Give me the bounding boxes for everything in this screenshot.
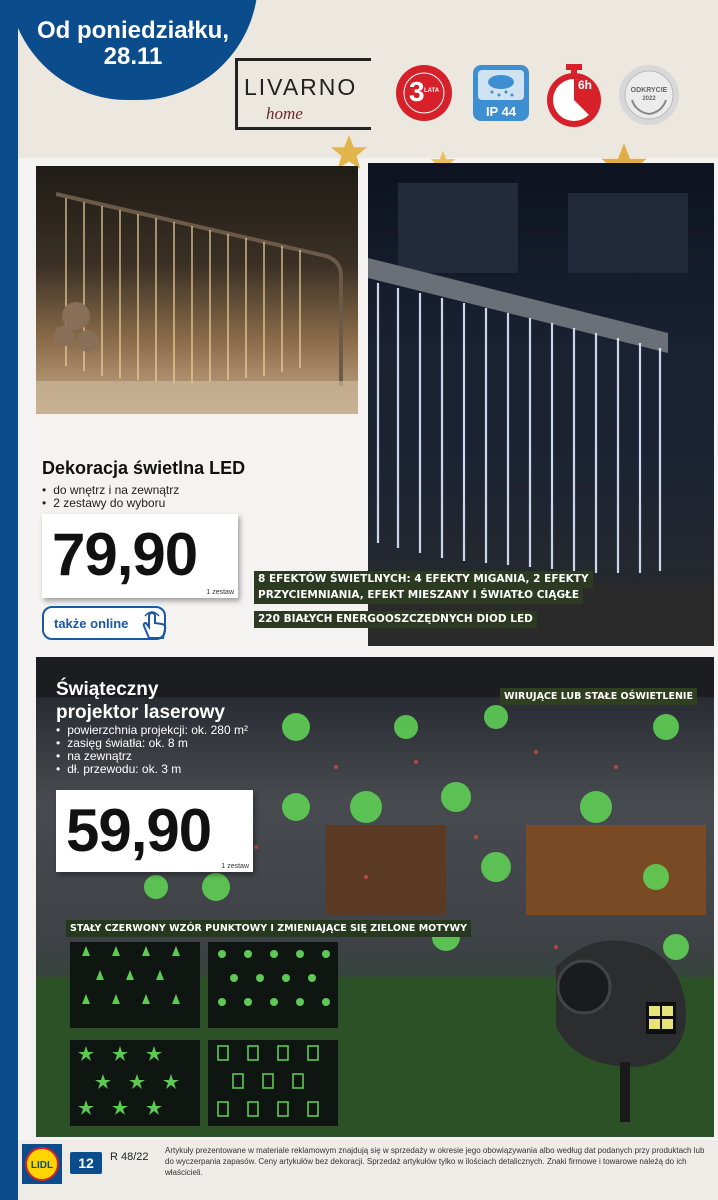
product-2-unit: 1 zestaw bbox=[221, 863, 249, 870]
pattern-swatch-trees bbox=[70, 942, 200, 1028]
lidl-logo-icon bbox=[22, 1144, 62, 1184]
product-2-title bbox=[56, 678, 225, 724]
legal-disclaimer: Artykuły prezentowane w materiale reklamowym znajdują się w sprzedaży w okresie jego obowiązywania albo według dat podanych przy produktach lub do wyczerpania zapasów. Ceny artykułów bez dekoracji. Sprzedaż artykułów tylko w ilościach detalicznych. Znaki firmowe i towarowe należą do ich właścicieli. bbox=[165, 1146, 705, 1177]
product-2-price: 59,90 bbox=[66, 797, 212, 864]
tree-pattern-icon bbox=[70, 942, 200, 1028]
star-pattern-icon bbox=[70, 1040, 200, 1126]
product-1-features bbox=[42, 484, 179, 510]
product-2-title-line-2: projektor laserowy bbox=[56, 702, 225, 723]
timer-label: 6h bbox=[578, 78, 593, 92]
pattern-tag: STAŁY CZERWONY WZÓR PUNKTOWY I ZMIENIAJĄCE SIĘ ZIELONE MOTYWY bbox=[66, 920, 471, 937]
feature-item: • na zewnątrz bbox=[56, 750, 248, 763]
product-2-price-box bbox=[56, 790, 253, 872]
laurel-seal-icon bbox=[618, 64, 680, 126]
warranty-badge bbox=[395, 64, 453, 122]
timer-badge bbox=[544, 64, 602, 122]
pattern-swatch-snowflakes bbox=[208, 942, 338, 1028]
feature-item: • do wnętrz i na zewnątrz bbox=[42, 484, 179, 497]
pointer-hand-icon bbox=[140, 610, 168, 640]
lidl-logo-text: LIDL bbox=[30, 1160, 54, 1171]
flyer-page bbox=[18, 0, 718, 1200]
rotating-light-tag: WIRUJĄCE LUB STAŁE OŚWIETLENIE bbox=[500, 688, 697, 705]
effects-tag-line-2: PRZYCIEMNIANIA, EFEKT MIESZANY I ŚWIATŁO CIĄGŁE bbox=[254, 587, 583, 604]
indoor-light-curtain-photo bbox=[36, 166, 358, 414]
date-line-2: 28.11 bbox=[103, 43, 163, 70]
pattern-swatch-stars bbox=[70, 1040, 200, 1126]
award-year: 2022 bbox=[642, 96, 656, 102]
product-1-price-box bbox=[42, 514, 238, 598]
timer-icon bbox=[544, 64, 604, 128]
feature-item: • powierzchnia projekcji: ok. 280 m² bbox=[56, 724, 248, 737]
date-line-1: Od poniedziałku, bbox=[36, 17, 229, 44]
brand-logo-text: LIVARNO bbox=[244, 74, 361, 101]
ip-label: IP 44 bbox=[485, 104, 517, 119]
feature-item: • zasięg światła: ok. 8 m bbox=[56, 737, 248, 750]
feature-item: • dł. przewodu: ok. 3 m bbox=[56, 763, 248, 776]
product-1-title: Dekoracja świetlna LED bbox=[42, 458, 246, 478]
week-code: R 48/22 bbox=[110, 1151, 149, 1163]
award-main: ODKRYCIE bbox=[630, 87, 668, 94]
figure-pattern-icon bbox=[208, 1040, 338, 1126]
feature-item: • 2 zestawy do wyboru bbox=[42, 497, 179, 510]
online-button[interactable] bbox=[42, 606, 166, 640]
brand-logo-subtext: home bbox=[266, 104, 303, 123]
product-1-unit: 1 zestaw bbox=[206, 589, 234, 596]
warm-light-curtain-illustration bbox=[36, 166, 358, 414]
pattern-swatch-figures bbox=[208, 1040, 338, 1126]
lidl-logo bbox=[22, 1144, 62, 1184]
warranty-unit: LATA bbox=[424, 88, 440, 94]
award-badge bbox=[618, 64, 680, 126]
product-1-price: 79,90 bbox=[52, 521, 198, 588]
led-count-tag: 220 BIAŁYCH ENERGOOSZCZĘDNYCH DIOD LED bbox=[254, 611, 537, 628]
effects-tag-line-1: 8 EFEKTÓW ŚWIETLNYCH: 4 EFEKTY MIGANIA, 2 EFEKTY bbox=[254, 571, 593, 588]
online-label: także online bbox=[54, 616, 129, 631]
warranty-years: 3 bbox=[409, 76, 425, 107]
product-2-title-line-1: Świąteczny bbox=[56, 679, 159, 700]
page-number: 12 bbox=[70, 1152, 102, 1174]
product-2-features bbox=[56, 724, 248, 776]
snowflake-pattern-icon bbox=[208, 942, 338, 1028]
ip-badge bbox=[472, 64, 530, 122]
